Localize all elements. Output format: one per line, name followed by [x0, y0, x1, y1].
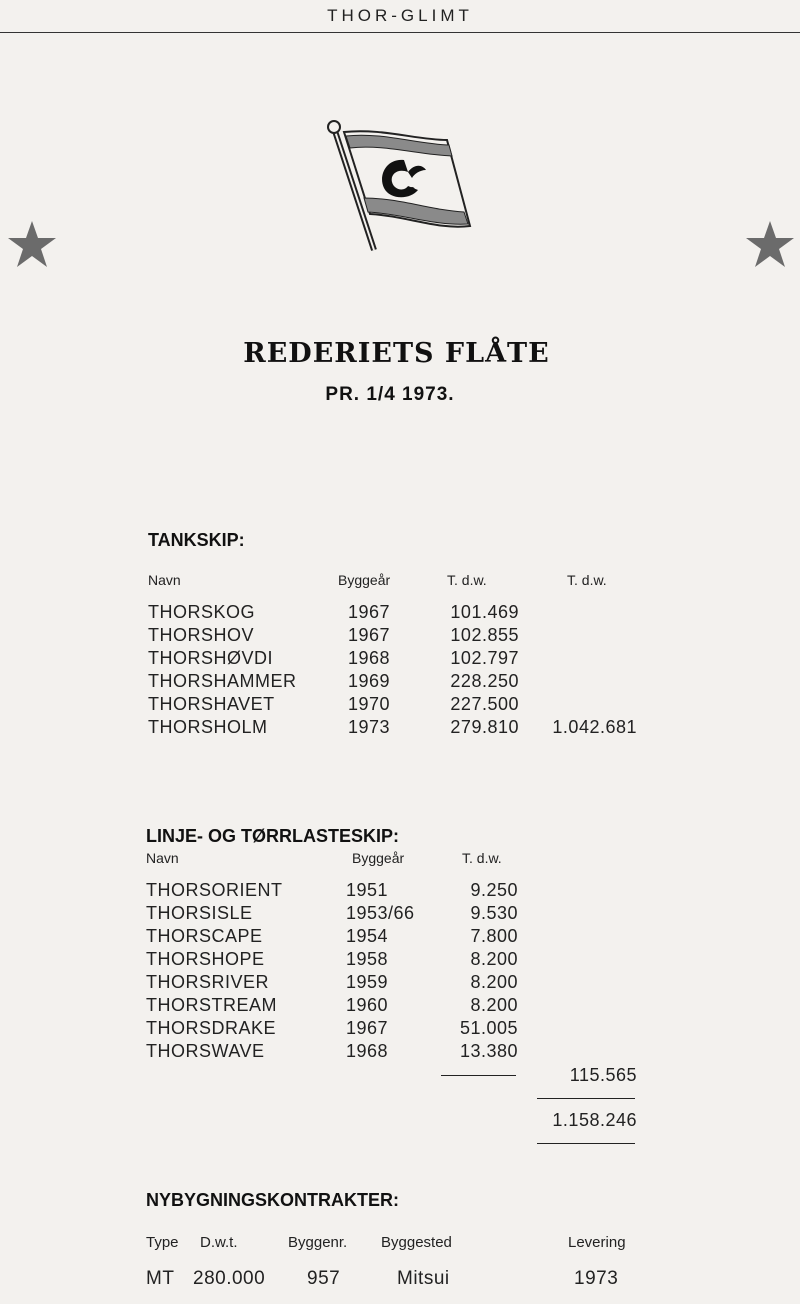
- table-row-year: 1968: [348, 648, 391, 668]
- page-header: THOR-GLIMT: [327, 6, 473, 25]
- table-row-year: 1951: [346, 880, 389, 900]
- table-row-name: THORSORIENT: [146, 880, 283, 900]
- table-row-name: THORSTREAM: [146, 995, 277, 1015]
- table-row-name: THORSHOLM: [148, 717, 268, 737]
- nybygg-place: Mitsui: [397, 1268, 450, 1289]
- table-row-year: 1967: [346, 1018, 389, 1038]
- nybygg-nr: 957: [307, 1268, 341, 1289]
- table-row-name: THORSHAMMER: [148, 671, 297, 691]
- table-row-dwt: 8.200: [470, 995, 518, 1015]
- linje-subtotal: 115.565: [569, 1065, 637, 1085]
- table-row-dwt: 227.500: [450, 694, 519, 714]
- linje-col-dwt: T. d.w.: [462, 850, 502, 866]
- total-rule: [537, 1143, 635, 1144]
- tankskip-col-name: Navn: [148, 572, 181, 588]
- left-star-icon: [6, 219, 58, 271]
- tankskip-col-dwt: T. d.w.: [447, 572, 487, 588]
- table-row-year: 1960: [346, 995, 389, 1015]
- table-row-year: 1969: [348, 671, 391, 691]
- right-star-icon: [744, 219, 796, 271]
- nybygg-col-type: Type: [146, 1234, 179, 1251]
- sum-rule: [537, 1098, 635, 1099]
- company-flag-icon: [322, 118, 477, 258]
- table-row-dwt: 13.380: [459, 1041, 518, 1061]
- table-row-dwt: 228.250: [450, 671, 519, 691]
- linje-col-year: Byggeår: [352, 850, 405, 866]
- nybygg-col-delivery: Levering: [568, 1234, 626, 1251]
- table-row-year: 1968: [346, 1041, 389, 1061]
- table-row-dwt: 8.200: [470, 972, 518, 992]
- table-row-name: THORSWAVE: [146, 1041, 265, 1061]
- table-row-name: THORSISLE: [146, 903, 253, 923]
- table-row-year: 1954: [346, 926, 389, 946]
- table-row-name: THORSRIVER: [146, 972, 270, 992]
- table-row-year: 1953/66: [346, 903, 415, 923]
- nybygg-heading: NYBYGNINGSKONTRAKTER:: [146, 1190, 400, 1210]
- table-row-name: THORSHAVET: [148, 694, 275, 714]
- nybygg-col-place: Byggested: [381, 1234, 452, 1251]
- page-title: REDERIETS FLÅTE: [243, 338, 550, 369]
- table-row-dwt: 102.797: [450, 648, 519, 668]
- tankskip-total: 1.042.681: [552, 717, 637, 737]
- table-row-dwt: 8.200: [470, 949, 518, 969]
- table-row-dwt: 51.005: [459, 1018, 518, 1038]
- table-row-name: THORSCAPE: [146, 926, 263, 946]
- nybygg-dwt: 280.000: [193, 1268, 266, 1289]
- linje-col-name: Navn: [146, 850, 179, 866]
- table-row-year: 1967: [348, 625, 391, 645]
- tankskip-col-dwt-total: T. d.w.: [567, 572, 607, 588]
- table-row-name: THORSHØVDI: [148, 648, 274, 668]
- table-row-dwt: 102.855: [450, 625, 519, 645]
- table-row-dwt: 9.250: [470, 880, 518, 900]
- table-row-year: 1967: [348, 602, 391, 622]
- nybygg-delivery: 1973: [574, 1268, 619, 1289]
- tankskip-col-year: Byggeår: [338, 572, 391, 588]
- table-row-name: THORSHOPE: [146, 949, 265, 969]
- table-row-year: 1973: [348, 717, 391, 737]
- table-row-dwt: 9.530: [470, 903, 518, 923]
- table-row-year: 1959: [346, 972, 389, 992]
- table-row-year: 1958: [346, 949, 389, 969]
- nybygg-type: MT: [146, 1268, 175, 1289]
- table-row-name: THORSHOV: [148, 625, 255, 645]
- tankskip-heading: TANKSKIP:: [148, 530, 245, 550]
- page-subtitle: PR. 1/4 1973.: [325, 384, 455, 405]
- table-row-dwt: 101.469: [450, 602, 519, 622]
- table-row-dwt: 7.800: [470, 926, 518, 946]
- table-row-dwt: 279.810: [450, 717, 519, 737]
- linje-heading: LINJE- OG TØRRLASTESKIP:: [146, 826, 400, 846]
- nybygg-col-nr: Byggenr.: [288, 1234, 348, 1251]
- sum-rule: [441, 1075, 516, 1076]
- table-row-year: 1970: [348, 694, 391, 714]
- nybygg-col-dwt: D.w.t.: [200, 1234, 238, 1251]
- header-rule: [0, 32, 800, 33]
- table-row-name: THORSKOG: [148, 602, 256, 622]
- grand-total: 1.158.246: [552, 1110, 637, 1130]
- table-row-name: THORSDRAKE: [146, 1018, 277, 1038]
